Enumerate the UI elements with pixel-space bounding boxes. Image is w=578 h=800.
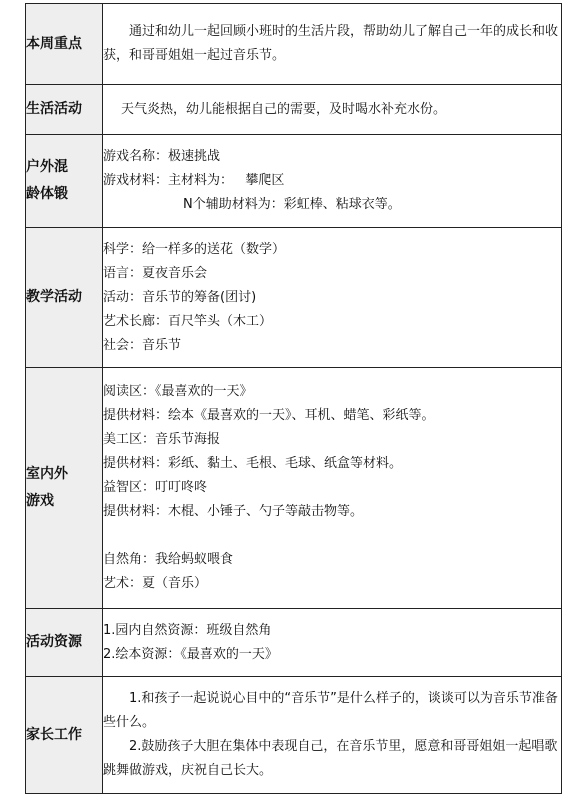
- label-outdoor-exercise: 户外混 龄体锻: [26, 135, 103, 228]
- content-weekly-focus: 通过和幼儿一起回顾小班时的生活片段，帮助幼儿了解自己一年的成长和收获，和哥哥姐姐一起过音乐节。: [103, 4, 562, 85]
- content-parent-work: 1.和孩子一起说说心目中的“音乐节”是什么样子的，谈谈可以为音乐节准备些什么。 2.鼓励孩子大胆在集体中表现自己，在音乐节里，愿意和哥哥姐姐一起唱歌跳舞做游戏，庆祝自己长大。: [103, 677, 562, 794]
- row-weekly-focus: [26, 4, 562, 85]
- label-indoor-outdoor-games: 室内外 游戏: [26, 368, 103, 609]
- label-teaching-activities: 教学活动: [26, 228, 103, 368]
- row-outdoor-exercise: [26, 135, 562, 228]
- row-teaching-activities: [26, 228, 562, 368]
- content-daily-life: 天气炎热，幼儿能根据自己的需要，及时喝水补充水份。: [103, 85, 562, 135]
- label-weekly-focus: 本周重点: [26, 4, 103, 85]
- row-indoor-outdoor-games: [26, 368, 562, 609]
- weekly-plan-table: [25, 3, 562, 794]
- row-daily-life: [26, 85, 562, 135]
- label-activity-resources: 活动资源: [26, 609, 103, 677]
- content-activity-resources: 1.园内自然资源：班级自然角 2.绘本资源：《最喜欢的一天》: [103, 609, 562, 677]
- content-teaching-activities: 科学：给一样多的送花（数学） 语言：夏夜音乐会 活动：音乐节的筹备(团讨) 艺术长廊：百尺竿头（木工） 社会：音乐节: [103, 228, 562, 368]
- content-indoor-outdoor-games: 阅读区：《最喜欢的一天》 提供材料：绘本《最喜欢的一天》、耳机、蜡笔、彩纸等。 美工区：音乐节海报 提供材料：彩纸、黏土、毛根、毛球、纸盒等材料。 益智区：叮叮咚咚 提供材料：木棍、小锤子、勺子等敲击物等。 自然角：我给蚂蚁喂食 艺术：夏（音乐）: [103, 368, 562, 609]
- content-outdoor-exercise: 游戏名称：极速挑战 游戏材料：主材料为： 攀爬区 N个辅助材料为：彩虹棒、粘球衣等。: [103, 135, 562, 228]
- label-parent-work: 家长工作: [26, 677, 103, 794]
- row-parent-work: [26, 677, 562, 794]
- label-daily-life: 生活活动: [26, 85, 103, 135]
- row-activity-resources: [26, 609, 562, 677]
